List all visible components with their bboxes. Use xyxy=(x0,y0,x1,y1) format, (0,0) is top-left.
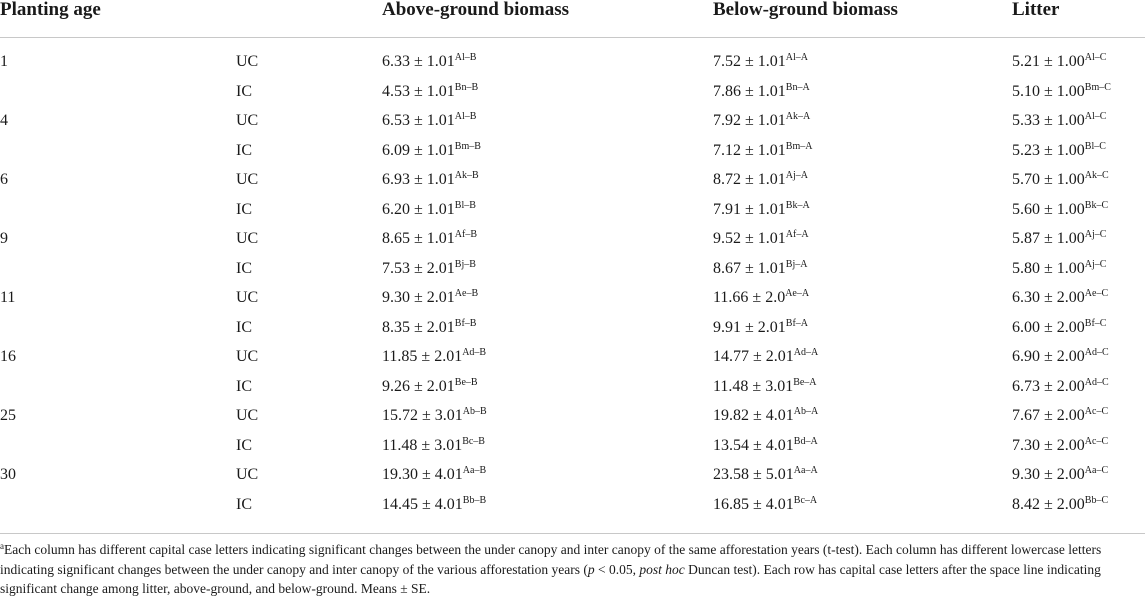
cell-group-value: IC xyxy=(236,259,252,277)
cell-above-ground-value: 6.09 ± 1.01 xyxy=(382,141,455,159)
cell-below-ground xyxy=(713,405,818,427)
cell-litter-value: 5.10 ± 1.00 xyxy=(1012,82,1085,100)
cell-below-ground xyxy=(713,110,810,132)
cell-planting-age-value: 6 xyxy=(0,171,8,188)
cell-litter-value: 5.21 ± 1.00 xyxy=(1012,53,1085,70)
cell-below-ground-significance-letters: Aj–A xyxy=(785,170,809,181)
cell-litter-significance-letters: Aj–C xyxy=(1084,229,1107,240)
cell-litter-value: 5.80 ± 1.00 xyxy=(1012,259,1085,277)
cell-below-ground-value: 13.54 ± 4.01 xyxy=(713,436,794,454)
cell-above-ground-value: 14.45 ± 4.01 xyxy=(382,495,463,513)
cell-below-ground-value: 7.91 ± 1.01 xyxy=(713,200,786,218)
cell-litter-value: 5.60 ± 1.00 xyxy=(1012,200,1085,218)
cell-group xyxy=(236,169,258,191)
cell-group-value: IC xyxy=(236,436,252,454)
cell-above-ground-value: 8.65 ± 1.01 xyxy=(382,230,455,247)
cell-litter xyxy=(1012,51,1106,73)
cell-below-ground xyxy=(713,199,810,221)
cell-group xyxy=(236,287,258,309)
cell-litter-value: 5.33 ± 1.00 xyxy=(1012,112,1085,129)
cell-above-ground-value: 6.33 ± 1.01 xyxy=(382,53,455,70)
cell-above-ground-significance-letters: Aa–B xyxy=(462,465,487,476)
cell-group-value: UC xyxy=(236,466,259,483)
cell-planting-age xyxy=(0,346,16,368)
cell-above-ground-value: 7.53 ± 2.01 xyxy=(382,259,455,277)
cell-planting-age xyxy=(0,169,8,191)
cell-below-ground-value: 7.12 ± 1.01 xyxy=(713,141,786,159)
cell-below-ground xyxy=(713,51,808,73)
cell-below-ground-value: 9.52 ± 1.01 xyxy=(713,230,786,247)
cell-above-ground-significance-letters: Bl–B xyxy=(454,199,476,211)
cell-below-ground-value: 9.91 ± 2.01 xyxy=(713,318,786,336)
cell-above-ground xyxy=(382,405,487,427)
cell-planting-age xyxy=(0,464,16,486)
cell-above-ground xyxy=(382,494,486,516)
header-below-ground-biomass: Below-ground biomass xyxy=(713,0,898,20)
cell-above-ground-significance-letters: Be–B xyxy=(454,376,478,388)
cell-below-ground-significance-letters: Be–A xyxy=(793,376,817,388)
cell-above-ground xyxy=(382,81,478,103)
cell-planting-age-value: 1 xyxy=(0,53,8,70)
table-row xyxy=(0,435,1145,465)
cell-below-ground-value: 11.48 ± 3.01 xyxy=(713,377,794,395)
cell-litter xyxy=(1012,317,1106,339)
cell-group xyxy=(236,110,258,132)
cell-litter xyxy=(1012,258,1106,280)
cell-litter-value: 7.67 ± 2.00 xyxy=(1012,407,1085,424)
cell-above-ground xyxy=(382,464,486,486)
cell-group-value: UC xyxy=(236,289,259,306)
footnote-p-symbol: p xyxy=(587,561,595,577)
cell-group-value: UC xyxy=(236,407,259,424)
cell-above-ground-significance-letters: Ak–B xyxy=(454,170,479,181)
cell-below-ground xyxy=(713,169,808,191)
cell-planting-age xyxy=(0,405,16,427)
cell-above-ground xyxy=(382,228,477,250)
table-row xyxy=(0,110,1145,140)
table-row xyxy=(0,346,1145,376)
cell-above-ground-value: 6.53 ± 1.01 xyxy=(382,112,455,129)
table-header xyxy=(0,0,1145,38)
cell-above-ground-value: 11.48 ± 3.01 xyxy=(382,436,463,454)
cell-litter-significance-letters: Aa–C xyxy=(1084,465,1109,476)
cell-group xyxy=(236,199,252,221)
cell-above-ground xyxy=(382,140,481,162)
cell-above-ground xyxy=(382,199,476,221)
cell-below-ground-significance-letters: Bc–A xyxy=(793,494,818,506)
cell-below-ground xyxy=(713,228,809,250)
cell-above-ground-significance-letters: Al–B xyxy=(454,52,477,63)
table-row xyxy=(0,169,1145,199)
cell-below-ground-significance-letters: Ad–A xyxy=(793,347,819,358)
cell-litter-significance-letters: Aj–C xyxy=(1084,258,1107,270)
footnote-marker: a xyxy=(0,541,4,551)
cell-above-ground xyxy=(382,317,476,339)
cell-litter-significance-letters: Ad–C xyxy=(1084,347,1109,358)
cell-litter-significance-letters: Bl–C xyxy=(1084,140,1106,152)
cell-below-ground-significance-letters: Bd–A xyxy=(793,435,818,447)
cell-litter xyxy=(1012,228,1106,250)
cell-above-ground xyxy=(382,110,476,132)
table-row xyxy=(0,405,1145,435)
cell-litter xyxy=(1012,199,1108,221)
table-body xyxy=(0,51,1145,523)
cell-litter xyxy=(1012,435,1108,457)
cell-planting-age-value: 4 xyxy=(0,112,8,129)
cell-below-ground xyxy=(713,494,817,516)
cell-below-ground-significance-letters: Aa–A xyxy=(793,465,818,476)
cell-planting-age-value: 25 xyxy=(0,407,16,424)
cell-group xyxy=(236,494,252,516)
cell-above-ground-significance-letters: Bc–B xyxy=(462,435,485,447)
table-row xyxy=(0,81,1145,111)
cell-litter-value: 7.30 ± 2.00 xyxy=(1012,436,1085,454)
cell-group xyxy=(236,464,258,486)
cell-group xyxy=(236,376,252,398)
cell-group-value: IC xyxy=(236,141,252,159)
cell-group xyxy=(236,405,258,427)
cell-above-ground-value: 9.26 ± 2.01 xyxy=(382,377,455,395)
cell-planting-age xyxy=(0,51,8,73)
table-footnote xyxy=(0,540,1145,599)
table-row xyxy=(0,258,1145,288)
cell-above-ground-value: 6.93 ± 1.01 xyxy=(382,171,455,188)
cell-group xyxy=(236,51,258,73)
cell-below-ground xyxy=(713,287,809,309)
cell-group-value: IC xyxy=(236,318,252,336)
cell-above-ground-significance-letters: Ab–B xyxy=(462,406,487,417)
cell-litter-value: 6.00 ± 2.00 xyxy=(1012,318,1085,336)
header-planting-age: Planting age xyxy=(0,0,101,20)
cell-group-value: IC xyxy=(236,82,252,100)
cell-above-ground-value: 8.35 ± 2.01 xyxy=(382,318,455,336)
cell-below-ground xyxy=(713,376,817,398)
table-row xyxy=(0,287,1145,317)
cell-below-ground-value: 8.67 ± 1.01 xyxy=(713,259,786,277)
cell-litter xyxy=(1012,110,1106,132)
cell-planting-age-value: 30 xyxy=(0,466,16,483)
cell-litter xyxy=(1012,376,1109,398)
cell-group-value: UC xyxy=(236,348,259,365)
cell-below-ground xyxy=(713,258,807,280)
cell-above-ground-significance-letters: Af–B xyxy=(454,229,478,240)
table-row xyxy=(0,494,1145,524)
cell-below-ground-significance-letters: Bj–A xyxy=(785,258,808,270)
cell-below-ground-value: 16.85 ± 4.01 xyxy=(713,495,794,513)
header-litter: Litter xyxy=(1012,0,1060,20)
footnote-text-part3: Duncan test). Each row has capital case letters after the space line indicating significant change among litter, above-ground, and below-ground. Means ± SE. xyxy=(0,561,1101,596)
cell-group-value: UC xyxy=(236,171,259,188)
footnote-post-hoc: post hoc xyxy=(639,561,685,577)
cell-above-ground xyxy=(382,376,478,398)
cell-above-ground-significance-letters: Bn–B xyxy=(454,81,479,93)
cell-above-ground-significance-letters: Bf–B xyxy=(454,317,477,329)
cell-group xyxy=(236,140,252,162)
cell-below-ground-significance-letters: Af–A xyxy=(785,229,809,240)
cell-group-value: UC xyxy=(236,112,259,129)
cell-litter-significance-letters: Bb–C xyxy=(1084,494,1109,506)
cell-litter-significance-letters: Al–C xyxy=(1084,111,1107,122)
table-row xyxy=(0,317,1145,347)
cell-planting-age xyxy=(0,228,8,250)
footnote-text-part2: < 0.05, xyxy=(594,561,640,577)
cell-planting-age-value: 11 xyxy=(0,289,16,306)
cell-above-ground-significance-letters: Bm–B xyxy=(454,140,481,152)
table-row xyxy=(0,376,1145,406)
table-row xyxy=(0,228,1145,258)
cell-litter xyxy=(1012,140,1106,162)
cell-below-ground-significance-letters: Bm–A xyxy=(785,140,813,152)
cell-litter xyxy=(1012,494,1108,516)
cell-litter-value: 5.87 ± 1.00 xyxy=(1012,230,1085,247)
cell-litter-value: 9.30 ± 2.00 xyxy=(1012,466,1085,483)
cell-below-ground-significance-letters: Ak–A xyxy=(785,111,811,122)
cell-below-ground xyxy=(713,81,810,103)
cell-litter-significance-letters: Bk–C xyxy=(1084,199,1109,211)
cell-above-ground-value: 9.30 ± 2.01 xyxy=(382,289,455,306)
cell-above-ground-value: 19.30 ± 4.01 xyxy=(382,466,463,483)
cell-above-ground-value: 4.53 ± 1.01 xyxy=(382,82,455,100)
cell-below-ground-significance-letters: Ab–A xyxy=(793,406,819,417)
cell-litter-significance-letters: Ak–C xyxy=(1084,170,1109,181)
cell-group xyxy=(236,81,252,103)
cell-litter xyxy=(1012,405,1108,427)
cell-litter-significance-letters: Bf–C xyxy=(1084,317,1107,329)
cell-litter-value: 8.42 ± 2.00 xyxy=(1012,495,1085,513)
table-row xyxy=(0,464,1145,494)
cell-group xyxy=(236,435,252,457)
cell-litter-value: 5.23 ± 1.00 xyxy=(1012,141,1085,159)
cell-above-ground xyxy=(382,258,476,280)
table-row xyxy=(0,51,1145,81)
cell-above-ground xyxy=(382,169,479,191)
cell-below-ground xyxy=(713,464,818,486)
cell-below-ground-significance-letters: Bn–A xyxy=(785,81,810,93)
cell-litter-value: 6.73 ± 2.00 xyxy=(1012,377,1085,395)
cell-litter xyxy=(1012,81,1111,103)
cell-litter-significance-letters: Ad–C xyxy=(1084,376,1109,388)
cell-litter-value: 6.30 ± 2.00 xyxy=(1012,289,1085,306)
cell-group-value: IC xyxy=(236,200,252,218)
cell-litter xyxy=(1012,464,1108,486)
cell-litter xyxy=(1012,346,1109,368)
cell-litter-significance-letters: Ac–C xyxy=(1084,406,1109,417)
header-divider xyxy=(0,37,1145,38)
cell-above-ground-significance-letters: Al–B xyxy=(454,111,477,122)
cell-below-ground-value: 7.86 ± 1.01 xyxy=(713,82,786,100)
cell-below-ground xyxy=(713,346,818,368)
cell-planting-age-value: 9 xyxy=(0,230,8,247)
cell-above-ground xyxy=(382,346,486,368)
cell-litter-significance-letters: Ac–C xyxy=(1084,435,1109,447)
cell-planting-age xyxy=(0,287,15,309)
table-row xyxy=(0,140,1145,170)
cell-above-ground xyxy=(382,435,485,457)
header-above-ground-biomass: Above-ground biomass xyxy=(382,0,570,20)
cell-above-ground xyxy=(382,51,476,73)
cell-litter-value: 5.70 ± 1.00 xyxy=(1012,171,1085,188)
cell-above-ground-significance-letters: Ae–B xyxy=(454,288,479,299)
cell-below-ground-significance-letters: Al–A xyxy=(785,52,809,63)
cell-below-ground-value: 11.66 ± 2.0 xyxy=(713,289,786,306)
cell-group-value: IC xyxy=(236,377,252,395)
cell-below-ground-significance-letters: Ae–A xyxy=(785,288,810,299)
cell-below-ground-value: 23.58 ± 5.01 xyxy=(713,466,794,483)
cell-below-ground-significance-letters: Bf–A xyxy=(785,317,809,329)
cell-below-ground xyxy=(713,140,812,162)
cell-group-value: UC xyxy=(236,53,259,70)
cell-group-value: UC xyxy=(236,230,259,247)
cell-above-ground-value: 6.20 ± 1.01 xyxy=(382,200,455,218)
cell-below-ground xyxy=(713,317,808,339)
cell-litter-significance-letters: Al–C xyxy=(1084,52,1107,63)
cell-group xyxy=(236,346,258,368)
table-bottom-divider xyxy=(0,533,1145,534)
cell-group xyxy=(236,258,252,280)
cell-below-ground-significance-letters: Bk–A xyxy=(785,199,810,211)
cell-above-ground-value: 15.72 ± 3.01 xyxy=(382,407,463,424)
cell-above-ground-significance-letters: Bj–B xyxy=(454,258,476,270)
cell-litter xyxy=(1012,287,1108,309)
cell-below-ground-value: 8.72 ± 1.01 xyxy=(713,171,786,188)
cell-below-ground-value: 7.52 ± 1.01 xyxy=(713,53,786,70)
cell-planting-age xyxy=(0,110,8,132)
cell-above-ground-value: 11.85 ± 2.01 xyxy=(382,348,463,365)
cell-litter-significance-letters: Ae–C xyxy=(1084,288,1109,299)
cell-planting-age-value: 16 xyxy=(0,348,16,365)
cell-below-ground-value: 14.77 ± 2.01 xyxy=(713,348,794,365)
cell-group-value: IC xyxy=(236,495,252,513)
cell-litter xyxy=(1012,169,1109,191)
cell-above-ground-significance-letters: Ad–B xyxy=(462,347,487,358)
table-row xyxy=(0,199,1145,229)
cell-above-ground-significance-letters: Bb–B xyxy=(462,494,487,506)
footnote-text-part1: Each column has different capital case letters indicating significant changes between the under canopy and inter canopy of the same afforestation years (t-test). Each column has different lowercase letters indicating significant changes between the under canopy and inter canopy of the various afforestation years ( xyxy=(0,542,1102,577)
cell-above-ground xyxy=(382,287,478,309)
cell-litter-value: 6.90 ± 2.00 xyxy=(1012,348,1085,365)
cell-below-ground-value: 19.82 ± 4.01 xyxy=(713,407,794,424)
cell-below-ground-value: 7.92 ± 1.01 xyxy=(713,112,786,129)
cell-group xyxy=(236,317,252,339)
cell-below-ground xyxy=(713,435,818,457)
cell-litter-significance-letters: Bm–C xyxy=(1084,81,1111,93)
cell-group xyxy=(236,228,258,250)
